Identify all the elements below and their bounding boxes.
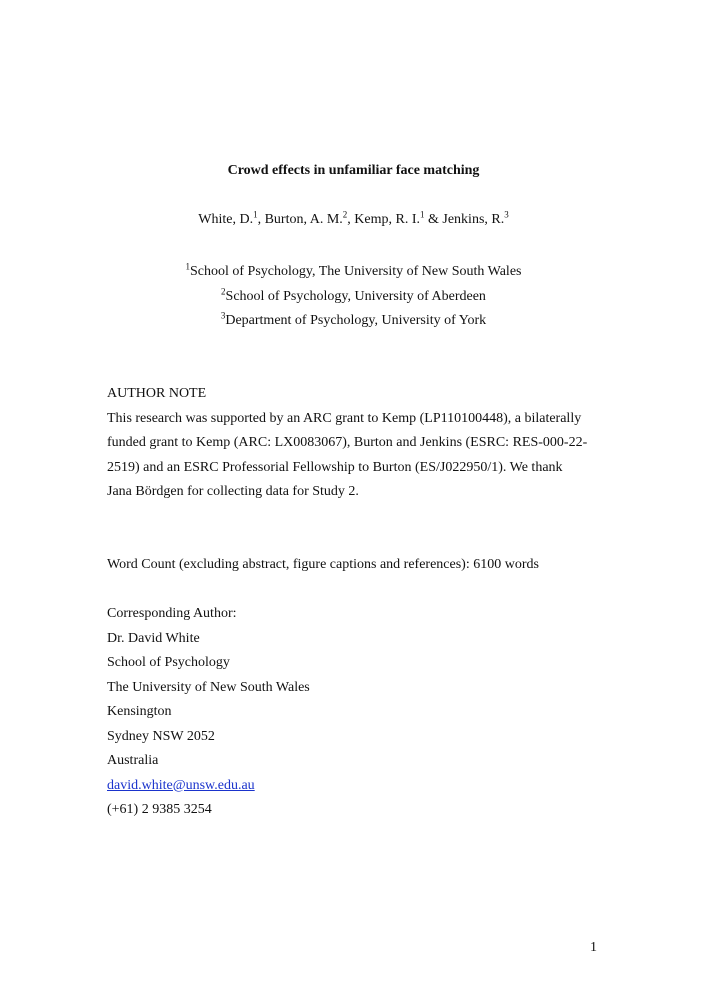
paper-title: Crowd effects in unfamiliar face matching [227,163,480,178]
affiliation-line [0,309,707,334]
address-university: The University of New South Wales [107,679,310,695]
address-school: School of Psychology [107,655,230,670]
author-note-line: This research was supported by an ARC grant to Kemp (LP110100448), a bilaterally [107,410,582,426]
author-note-heading: AUTHOR NOTE [107,386,207,401]
corresponding-author-heading: Corresponding Author: [107,606,237,621]
author-separator: , [257,212,265,227]
author-name: Jenkins, R. [442,212,505,227]
author-note-section [107,382,607,505]
affiliation-list [0,260,707,334]
affiliation-text: School of Psychology, The University of New South Wales [190,264,522,279]
affiliation-marker: 1 [420,209,425,220]
address-suburb: Kensington [107,704,172,719]
affiliation-marker: 3 [220,310,226,321]
author-separator: & [424,212,443,227]
word-count: Word Count (excluding abstract, figure captions and references): 6100 words [107,557,539,572]
affiliation-marker: 1 [185,261,190,272]
affiliation-line [0,285,707,310]
corresponding-author-section [107,602,607,823]
email-link[interactable]: david.white@unsw.edu.au [107,777,255,793]
address-country: Australia [107,753,159,768]
affiliation-text: Department of Psychology, University of York [225,313,487,328]
corresponding-author-name: Dr. David White [107,630,200,646]
author-separator: , [347,212,355,227]
page-number: 1 [590,940,597,955]
affiliation-marker: 1 [253,209,258,220]
author-list [0,209,707,228]
affiliation-text: School of Psychology, University of Aberdeen [225,288,486,304]
affiliation-marker: 3 [504,209,509,220]
affiliation-line [0,260,707,285]
author-name: White, D. [198,212,254,227]
affiliation-marker: 2 [342,209,348,220]
phone-number: (+61) 2 9385 3254 [107,802,212,817]
author-note-line: Jana Bördgen for collecting data for Study 2. [107,484,359,499]
author-note-line: 2519) and an ESRC Professorial Fellowship to Burton (ES/J022950/1). We thank [107,459,563,475]
affiliation-marker: 2 [221,285,226,296]
author-note-line: funded grant to Kemp (ARC: LX0083067), Burton and Jenkins (ESRC: RES-000-22- [107,435,588,450]
address-city: Sydney NSW 2052 [107,728,215,744]
author-name: Kemp, R. I. [354,212,420,227]
author-name: Burton, A. M. [264,212,343,227]
